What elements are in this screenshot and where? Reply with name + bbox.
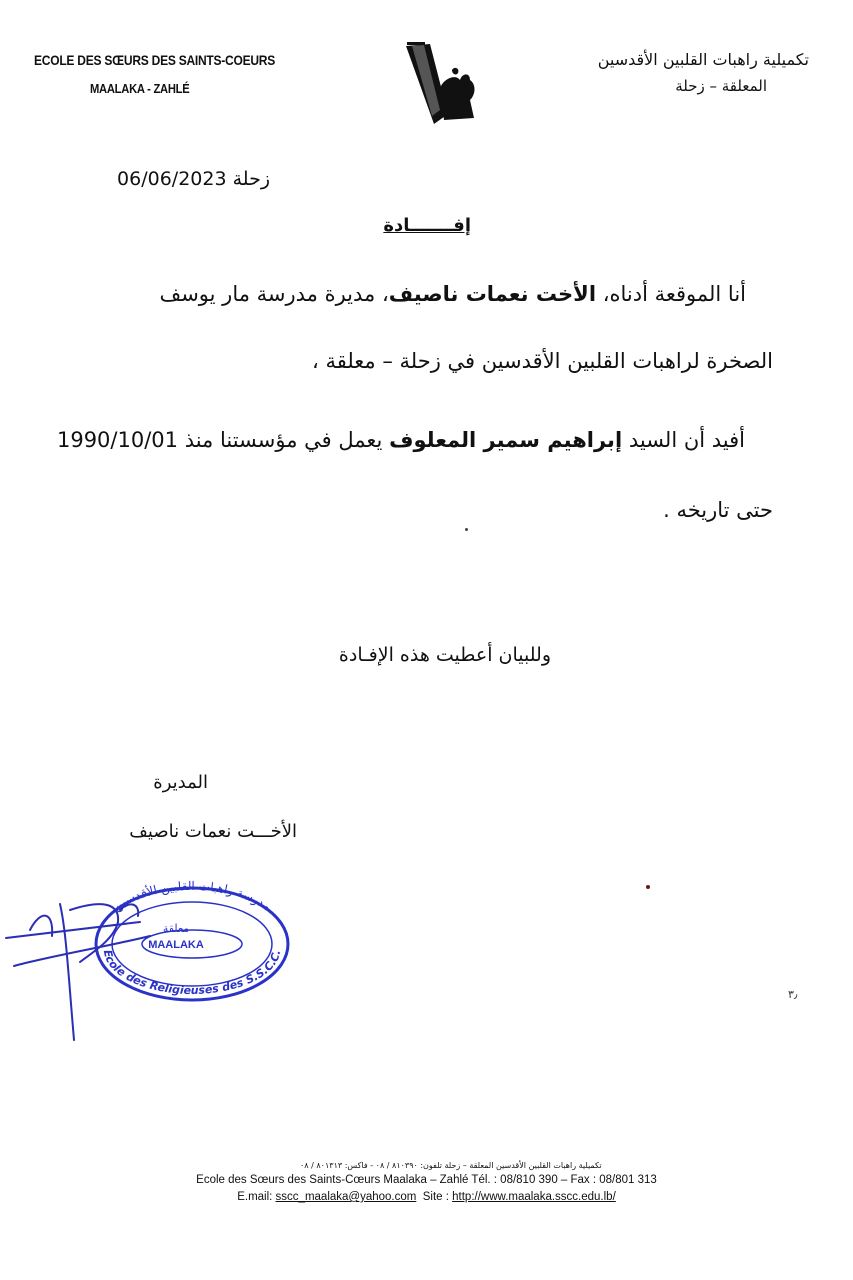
body-line-3-pre: أفيد أن السيد — [622, 428, 745, 452]
email-link[interactable]: sscc_maalaka@yahoo.com — [275, 1191, 417, 1203]
margin-mark: ٣٫ — [788, 988, 798, 1001]
body-line-3 — [57, 428, 745, 452]
signatory-role: المديرة — [153, 772, 208, 793]
body-line-1-pre: أنا الموقعة أدناه، — [596, 282, 746, 306]
school-name-ar: تكميلية راهبات القلبين الأقدسين — [597, 50, 809, 69]
stamp-seal-icon — [0, 870, 300, 1050]
document-title: إفـــــــادة — [383, 215, 471, 236]
sister-name-bold: الأخت نعمات ناصيف — [388, 282, 597, 306]
school-logo — [404, 40, 484, 126]
svg-text:مدرسة راهبات القلبين الأقدسين — [110, 879, 274, 915]
employee-name-bold: إبراهيم سمير المعلوف — [389, 428, 623, 452]
site-label: Site : — [422, 1191, 453, 1203]
logo-emblem-icon — [404, 40, 484, 126]
footer-contact: Ecole des Sœurs des Saints-Cœurs Maalaka – Zahlé Tél. : 08/810 390 – Fax : 08/801 313 — [196, 1174, 657, 1186]
email-label: E.mail: — [237, 1191, 276, 1203]
website-link[interactable]: http://www.maalaka.sscc.edu.lb/ — [452, 1191, 616, 1203]
school-location-fr: MAALAKA - ZAHLÉ — [90, 81, 190, 96]
ink-speck — [465, 528, 468, 531]
svg-text:Ecole des Religieuses des S.S. — [101, 949, 283, 997]
stamp-middle-fr: MAALAKA — [148, 939, 204, 951]
body-line-2: الصخرة لراهبات القلبين الأقدسين في زحلة – معلقة ، — [311, 349, 773, 373]
stamp-top-text: مدرسة راهبات القلبين الأقدسين — [110, 878, 274, 914]
stamp-bottom-text: Ecole des Religieuses des S.S.C.C. — [100, 948, 284, 998]
closing-statement: وللبيان أعطيت هذه الإفـادة — [338, 644, 551, 666]
footer-links — [0, 1191, 853, 1203]
ink-speck — [646, 885, 650, 889]
footer-arabic: تكميلية راهبات القلبين الأقدسين المعلقة – زحلة تلفون: ٨١٠٣٩٠ / ٠٨ - فاكس: ٨٠١٣١٣ / ٠٨ — [300, 1161, 602, 1170]
body-line-1-post: ، مديرة مدرسة مار يوسف — [159, 282, 389, 306]
school-location-ar: المعلقة – زحلة — [675, 77, 767, 95]
body-line-1 — [159, 282, 746, 306]
body-line-4: حتى تاريخه . — [663, 498, 773, 522]
stamp-middle-ar: معلقة — [162, 922, 190, 935]
official-stamp — [0, 870, 300, 1050]
signatory-name: الأخـــت نعمات ناصيف — [129, 821, 297, 842]
document-date: زحلة 06/06/2023 — [117, 168, 270, 190]
body-line-3-post: يعمل في مؤسستنا منذ 1990/10/01 — [56, 428, 390, 452]
school-name-fr: ECOLE DES SŒURS DES SAINTS-COEURS — [34, 52, 276, 68]
